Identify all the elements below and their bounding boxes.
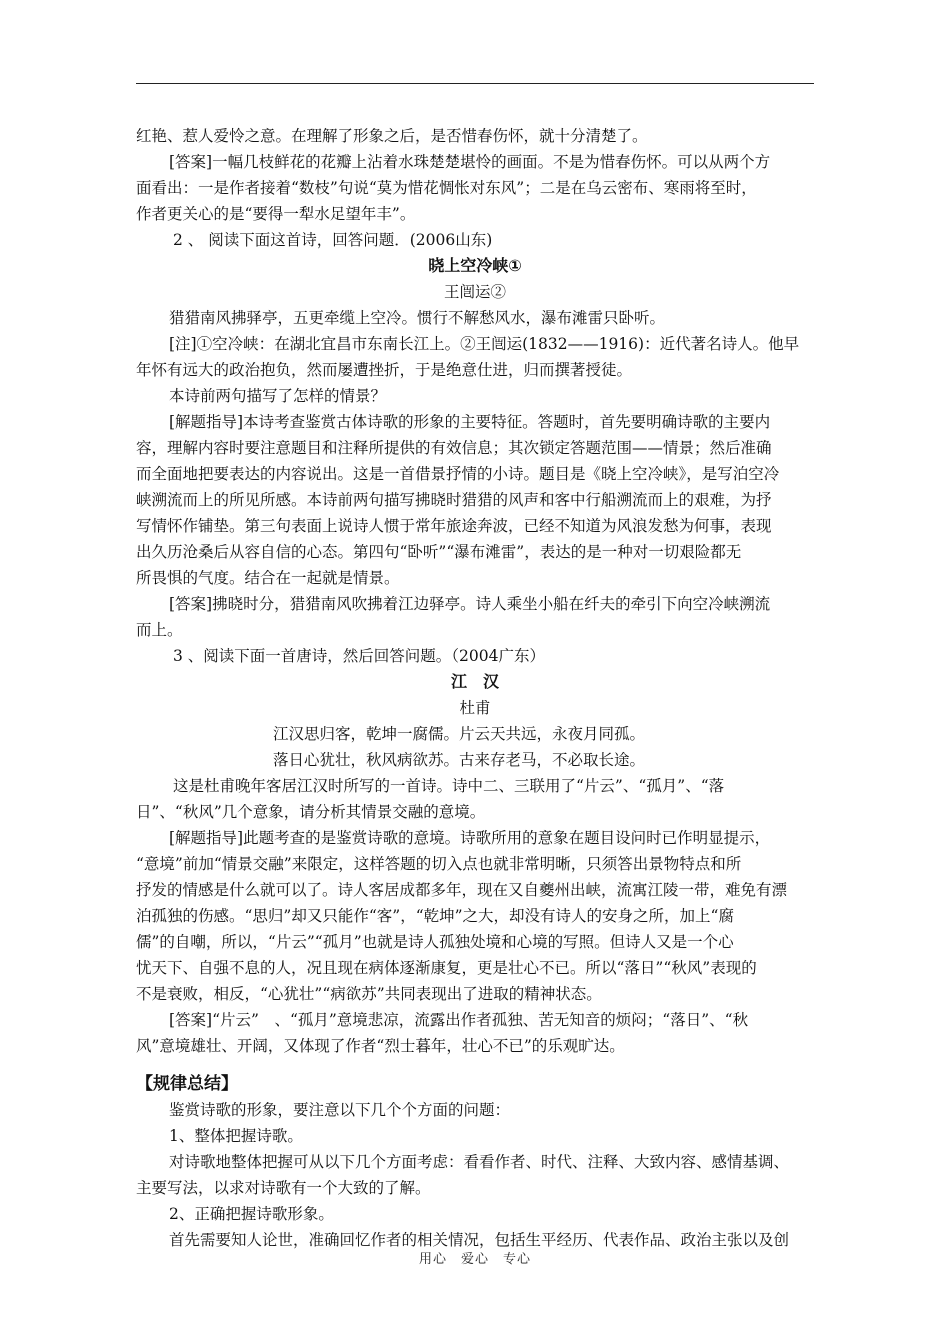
paragraph-line: 日”、“秋风”几个意象，请分析其情景交融的意境。 (136, 803, 486, 821)
paragraph-line: 而上。 (136, 621, 183, 639)
poem-author: 王闿运② (443, 283, 506, 301)
guide-line: [解题指导]本诗考查鉴赏古体诗歌的形象的主要特征。答题时，首先要明确诗歌的主要内 (169, 413, 771, 431)
paragraph-line: 鉴赏诗歌的形象，要注意以下几个个方面的问题： (169, 1101, 511, 1119)
paragraph-line: 不是衰败，相反，“心犹壮”“病欲苏”共同表现出了进取的精神状态。 (136, 985, 602, 1003)
paragraph-line: 面看出：一是作者接着“数枝”句说“莫为惜花惆怅对东风”；二是在乌云密布、寒雨将至时， (136, 179, 757, 197)
note-line: [注]①空冷峡：在湖北宜昌市东南长江上。②王闿运(1832——1916)：近代著名诗人。他早 (169, 335, 800, 353)
page-footer: 用心 爱心 专心 (418, 1252, 531, 1267)
paragraph-line: 忧天下、自强不息的人，况且现在病体逐渐康复，更是壮心不已。所以“落日”“秋风”表现的 (136, 959, 757, 977)
question-heading: 2 、 阅读下面这首诗，回答问题．(2006山东) (173, 231, 493, 249)
paragraph-line: 主要写法，以求对诗歌有一个大致的了解。 (136, 1179, 431, 1197)
paragraph-line: 首先需要知人论世，准确回忆作者的相关情况，包括生平经历、代表作品、政治主张以及创 (169, 1231, 790, 1249)
paragraph-line: 而全面地把要表达的内容说出。这是一首借景抒情的小诗。题目是《晓上空冷峡》，是写泊空冷 (136, 465, 780, 483)
paragraph-line: 写情怀作铺垫。第三句表面上说诗人惯于常年旅途奔波，已经不知道为风浪发愁为何事，表现 (136, 517, 772, 535)
document-body (136, 123, 814, 1253)
poem-title: 晓上空冷峡① (428, 256, 522, 275)
answer-line: [答案]“片云” 、“孤月”意境悲凉，流露出作者孤独、苦无知音的烦闷；“落日”、“秋 (169, 1011, 749, 1029)
paragraph-line: 作者更关心的是“要得一犁水足望年丰”。 (136, 205, 416, 223)
paragraph-line: “意境”前加“情景交融”来限定，这样答题的切入点也就非常明晰，只须答出景物特点和所 (136, 855, 742, 873)
list-item: 2、正确把握诗歌形象。 (169, 1205, 334, 1223)
poem-text: 猎猎南风拂驿亭，五更牵缆上空冷。惯行不解愁风水，瀑布滩雷只卧听。 (169, 309, 666, 327)
paragraph-line: 对诗歌地整体把握可从以下几个方面考虑：看看作者、时代、注释、大致内容、感情基调、 (169, 1153, 790, 1171)
header-rule (136, 83, 814, 84)
question-line: 这是杜甫晚年客居江汉时所写的一首诗。诗中二、三联用了“片云”、“孤月”、“落 (173, 777, 725, 795)
question-heading: 3 、阅读下面一首唐诗，然后回答问题。（2004广东） (173, 647, 545, 665)
paragraph-line: 容，理解内容时要注意题目和注释所提供的有效信息；其次锁定答题范围——情景；然后准确 (136, 439, 772, 457)
answer-line: [答案]拂晓时分，猎猎南风吹拂着江边驿亭。诗人乘坐小船在纤夫的牵引下向空冷峡溯流 (169, 595, 771, 613)
section-heading: 【规律总结】 (136, 1074, 238, 1094)
guide-line: [解题指导]此题考查的是鉴赏诗歌的意境。诗歌所用的意象在题目设问时已作明显提示， (169, 829, 771, 847)
answer-line: [答案]一幅几枝鲜花的花瓣上沾着水珠楚楚堪怜的画面。不是为惜春伤怀。可以从两个方 (169, 153, 771, 171)
poem-text: 江汉思归客，乾坤一腐儒。片云天共远，永夜月同孤。 (273, 725, 646, 743)
paragraph-line: 抒发的情感是什么就可以了。诗人客居成都多年，现在又自夔州出峡，流寓江陵一带，难免有漂 (136, 881, 788, 899)
paragraph-line: 所畏惧的气度。结合在一起就是情景。 (136, 569, 400, 587)
poem-text: 落日心犹壮，秋风病欲苏。古来存老马，不必取长途。 (273, 751, 646, 769)
paragraph-line: 红艳、惹人爱怜之意。在理解了形象之后，是否惜春伤怀，就十分清楚了。 (136, 127, 648, 145)
paragraph-line: 峡溯流而上的所见所感。本诗前两句描写拂晓时猎猎的风声和客中行船溯流而上的艰难，为抒 (136, 491, 772, 509)
paragraph-line: 年怀有远大的政治抱负，然而屡遭挫折，于是绝意仕进，归而撰著授徒。 (136, 361, 633, 379)
poem-author: 杜甫 (459, 699, 491, 717)
list-item: 1、整体把握诗歌。 (169, 1127, 303, 1145)
question-line: 本诗前两句描写了怎样的情景？ (169, 387, 387, 405)
paragraph-line: 风”意境雄壮、开阔，又体现了作者“烈士暮年，壮心不已”的乐观旷达。 (136, 1037, 625, 1055)
paragraph-line: 出久历沧桑后从容自信的心态。第四句“卧听”“瀑布滩雷”，表达的是一种对一切艰险都无 (136, 543, 742, 561)
paragraph-line: 泊孤独的伤感。“思归”却又只能作“客”，“乾坤”之大，却没有诗人的安身之所，加上“腐 (136, 907, 734, 925)
paragraph-line: 儒”的自嘲，所以，“片云”“孤月”也就是诗人孤独处境和心境的写照。但诗人又是一个心 (136, 933, 734, 951)
poem-title: 江 汉 (450, 672, 499, 691)
